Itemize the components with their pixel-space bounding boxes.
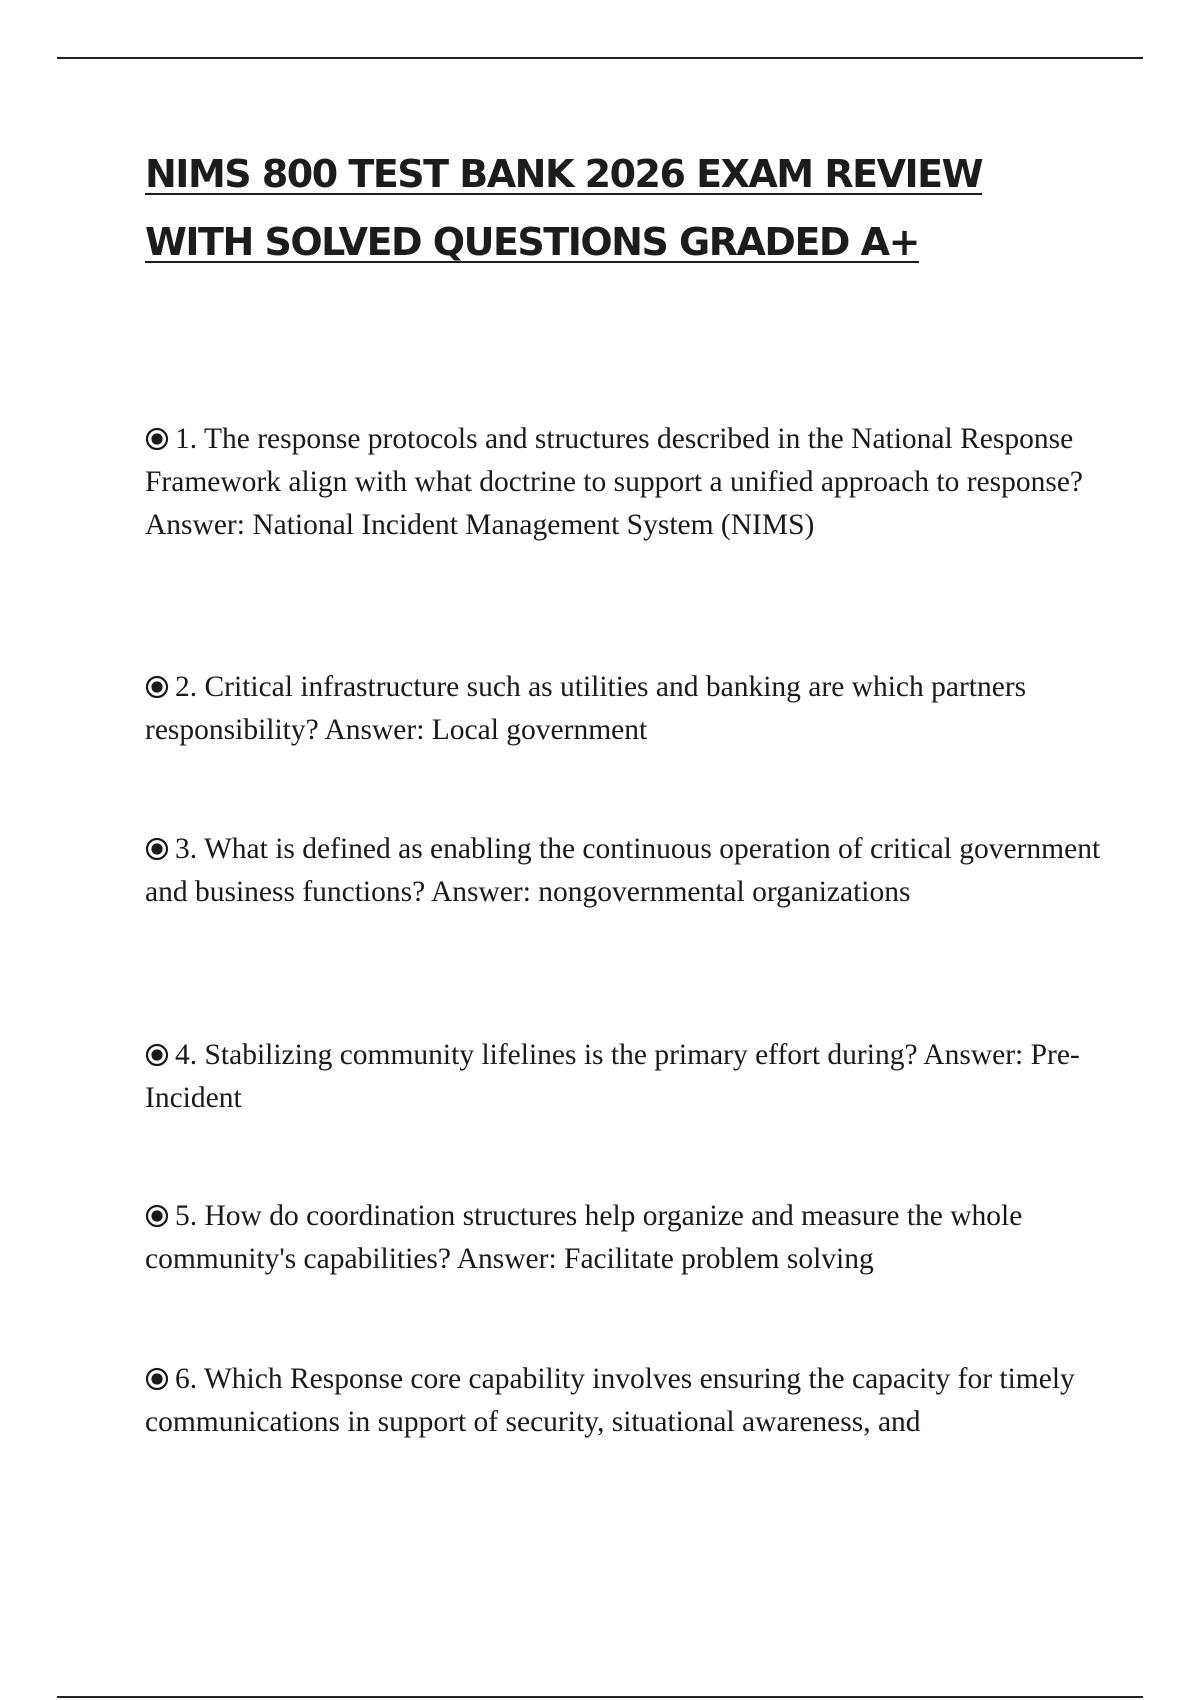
page-title [145, 140, 1105, 276]
top-rule [57, 57, 1143, 59]
question-item [145, 418, 1105, 547]
question-item [145, 1358, 1105, 1444]
question-text: 1. The response protocols and structures described in the National Response Framework align with what doctrine to support a unified approach to response? Answer: National Incident Management System (NIMS) [145, 423, 1084, 541]
question-text: 3. What is defined as enabling the continuous operation of critical government and business functions? Answer: nongovernmental organizations [145, 833, 1101, 908]
radio-bullet-icon [145, 1367, 169, 1391]
question-text: 5. How do coordination structures help organize and measure the whole community's capabilities? Answer: Facilitate problem solving [145, 1200, 1023, 1275]
radio-bullet-icon [145, 1204, 169, 1228]
question-text: 2. Critical infrastructure such as utilities and banking are which partners responsibility? Answer: Local government [145, 671, 1027, 746]
question-text: 4. Stabilizing community lifelines is the primary effort during? Answer: Pre-Incident [145, 1039, 1080, 1114]
radio-bullet-icon [145, 675, 169, 699]
title-line-1: NIMS 800 TEST BANK 2026 EXAM REVIEW [145, 152, 982, 196]
bottom-rule [57, 1696, 1143, 1698]
radio-bullet-icon [145, 837, 169, 861]
question-item [145, 1195, 1105, 1281]
title-line-2: WITH SOLVED QUESTIONS GRADED A+ [145, 220, 919, 264]
question-item [145, 666, 1105, 752]
question-item [145, 828, 1105, 914]
radio-bullet-icon [145, 427, 169, 451]
question-text: 6. Which Response core capability involves ensuring the capacity for timely communications in support of security, situational awareness, and [145, 1363, 1075, 1438]
question-item [145, 1034, 1105, 1120]
radio-bullet-icon [145, 1043, 169, 1067]
